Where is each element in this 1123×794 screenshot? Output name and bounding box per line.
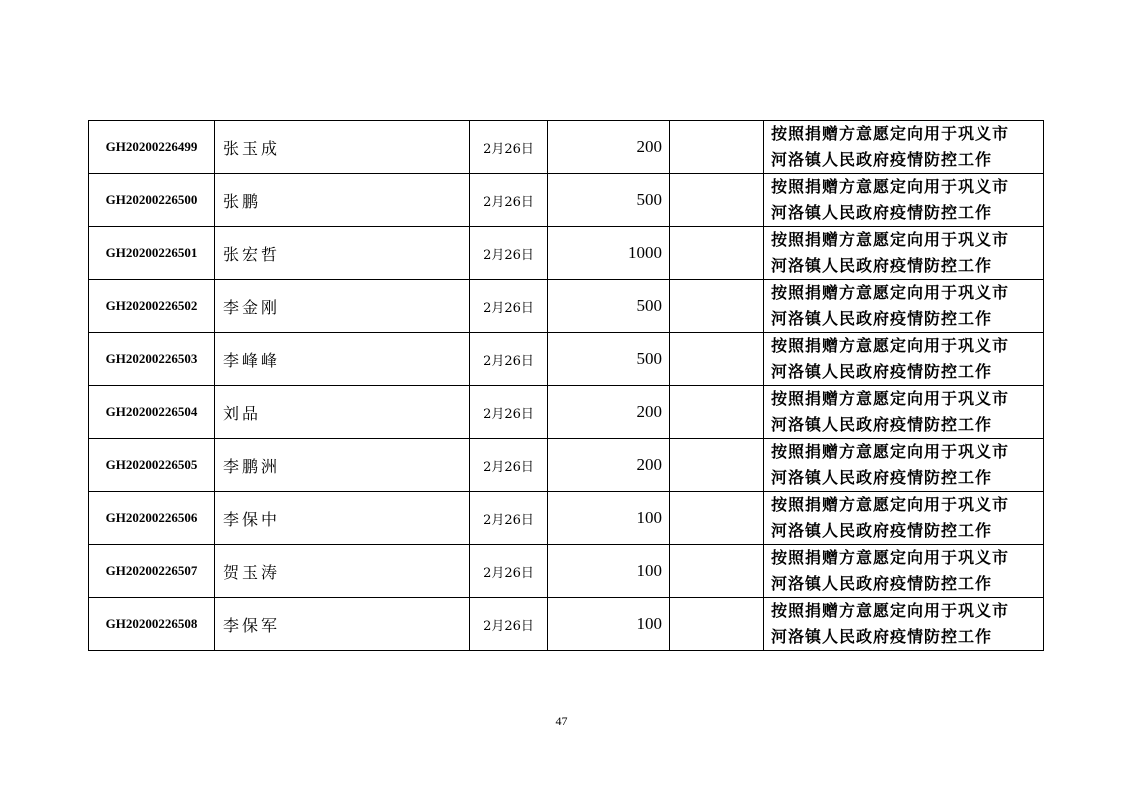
purpose-line-2: 河洛镇人民政府疫情防控工作 [771, 150, 993, 169]
donor-name-cell: 张鹏 [215, 174, 470, 227]
receipt-id-cell: GH20200226508 [89, 598, 215, 651]
blank-cell [670, 121, 764, 174]
purpose-line-1: 按照捐赠方意愿定向用于巩义市 [771, 177, 1010, 196]
amount-cell: 1000 [548, 227, 670, 280]
date-cell: 2月26日 [470, 174, 548, 227]
purpose-cell [764, 439, 1044, 492]
amount-cell: 200 [548, 386, 670, 439]
table-row [89, 280, 1044, 333]
receipt-id-cell: GH20200226506 [89, 492, 215, 545]
table-row [89, 174, 1044, 227]
date-cell: 2月26日 [470, 386, 548, 439]
amount-cell: 200 [548, 439, 670, 492]
date-cell: 2月26日 [470, 492, 548, 545]
amount-cell: 100 [548, 492, 670, 545]
purpose-line-2: 河洛镇人民政府疫情防控工作 [771, 309, 993, 328]
purpose-cell [764, 386, 1044, 439]
blank-cell [670, 227, 764, 280]
table-row [89, 227, 1044, 280]
purpose-line-1: 按照捐赠方意愿定向用于巩义市 [771, 389, 1010, 408]
blank-cell [670, 386, 764, 439]
table-row [89, 545, 1044, 598]
date-cell: 2月26日 [470, 280, 548, 333]
purpose-cell [764, 492, 1044, 545]
table-row [89, 439, 1044, 492]
purpose-line-1: 按照捐赠方意愿定向用于巩义市 [771, 336, 1010, 355]
purpose-line-2: 河洛镇人民政府疫情防控工作 [771, 256, 993, 275]
receipt-id-cell: GH20200226502 [89, 280, 215, 333]
donor-name-cell: 李峰峰 [215, 333, 470, 386]
receipt-id-cell: GH20200226500 [89, 174, 215, 227]
table-row [89, 598, 1044, 651]
purpose-line-1: 按照捐赠方意愿定向用于巩义市 [771, 548, 1010, 567]
purpose-line-1: 按照捐赠方意愿定向用于巩义市 [771, 601, 1010, 620]
receipt-id-cell: GH20200226503 [89, 333, 215, 386]
date-cell: 2月26日 [470, 333, 548, 386]
date-cell: 2月26日 [470, 121, 548, 174]
date-cell: 2月26日 [470, 439, 548, 492]
purpose-line-2: 河洛镇人民政府疫情防控工作 [771, 415, 993, 434]
purpose-line-1: 按照捐赠方意愿定向用于巩义市 [771, 230, 1010, 249]
date-cell: 2月26日 [470, 227, 548, 280]
amount-cell: 200 [548, 121, 670, 174]
purpose-cell [764, 227, 1044, 280]
amount-cell: 500 [548, 333, 670, 386]
purpose-line-2: 河洛镇人民政府疫情防控工作 [771, 362, 993, 381]
donor-name-cell: 刘品 [215, 386, 470, 439]
table-row [89, 121, 1044, 174]
blank-cell [670, 439, 764, 492]
blank-cell [670, 598, 764, 651]
receipt-id-cell: GH20200226507 [89, 545, 215, 598]
purpose-line-1: 按照捐赠方意愿定向用于巩义市 [771, 283, 1010, 302]
purpose-line-2: 河洛镇人民政府疫情防控工作 [771, 468, 993, 487]
donor-name-cell: 张玉成 [215, 121, 470, 174]
purpose-line-2: 河洛镇人民政府疫情防控工作 [771, 521, 993, 540]
donation-table-body [89, 121, 1044, 651]
blank-cell [670, 492, 764, 545]
receipt-id-cell: GH20200226504 [89, 386, 215, 439]
purpose-cell [764, 545, 1044, 598]
purpose-line-1: 按照捐赠方意愿定向用于巩义市 [771, 442, 1010, 461]
purpose-line-1: 按照捐赠方意愿定向用于巩义市 [771, 124, 1010, 143]
purpose-cell [764, 121, 1044, 174]
amount-cell: 500 [548, 280, 670, 333]
amount-cell: 100 [548, 545, 670, 598]
donation-table [88, 120, 1044, 651]
receipt-id-cell: GH20200226505 [89, 439, 215, 492]
blank-cell [670, 280, 764, 333]
purpose-line-2: 河洛镇人民政府疫情防控工作 [771, 627, 993, 646]
table-row [89, 492, 1044, 545]
table-row [89, 386, 1044, 439]
blank-cell [670, 174, 764, 227]
purpose-cell [764, 333, 1044, 386]
donor-name-cell: 李保中 [215, 492, 470, 545]
purpose-cell [764, 598, 1044, 651]
amount-cell: 500 [548, 174, 670, 227]
donor-name-cell: 贺玉涛 [215, 545, 470, 598]
donor-name-cell: 李鹏洲 [215, 439, 470, 492]
purpose-line-2: 河洛镇人民政府疫情防控工作 [771, 203, 993, 222]
donor-name-cell: 李保军 [215, 598, 470, 651]
page-number: 47 [555, 714, 568, 728]
blank-cell [670, 545, 764, 598]
blank-cell [670, 333, 764, 386]
purpose-cell [764, 280, 1044, 333]
date-cell: 2月26日 [470, 545, 548, 598]
receipt-id-cell: GH20200226501 [89, 227, 215, 280]
purpose-line-2: 河洛镇人民政府疫情防控工作 [771, 574, 993, 593]
purpose-line-1: 按照捐赠方意愿定向用于巩义市 [771, 495, 1010, 514]
amount-cell: 100 [548, 598, 670, 651]
date-cell: 2月26日 [470, 598, 548, 651]
donor-name-cell: 张宏哲 [215, 227, 470, 280]
purpose-cell [764, 174, 1044, 227]
receipt-id-cell: GH20200226499 [89, 121, 215, 174]
donor-name-cell: 李金刚 [215, 280, 470, 333]
table-row [89, 333, 1044, 386]
